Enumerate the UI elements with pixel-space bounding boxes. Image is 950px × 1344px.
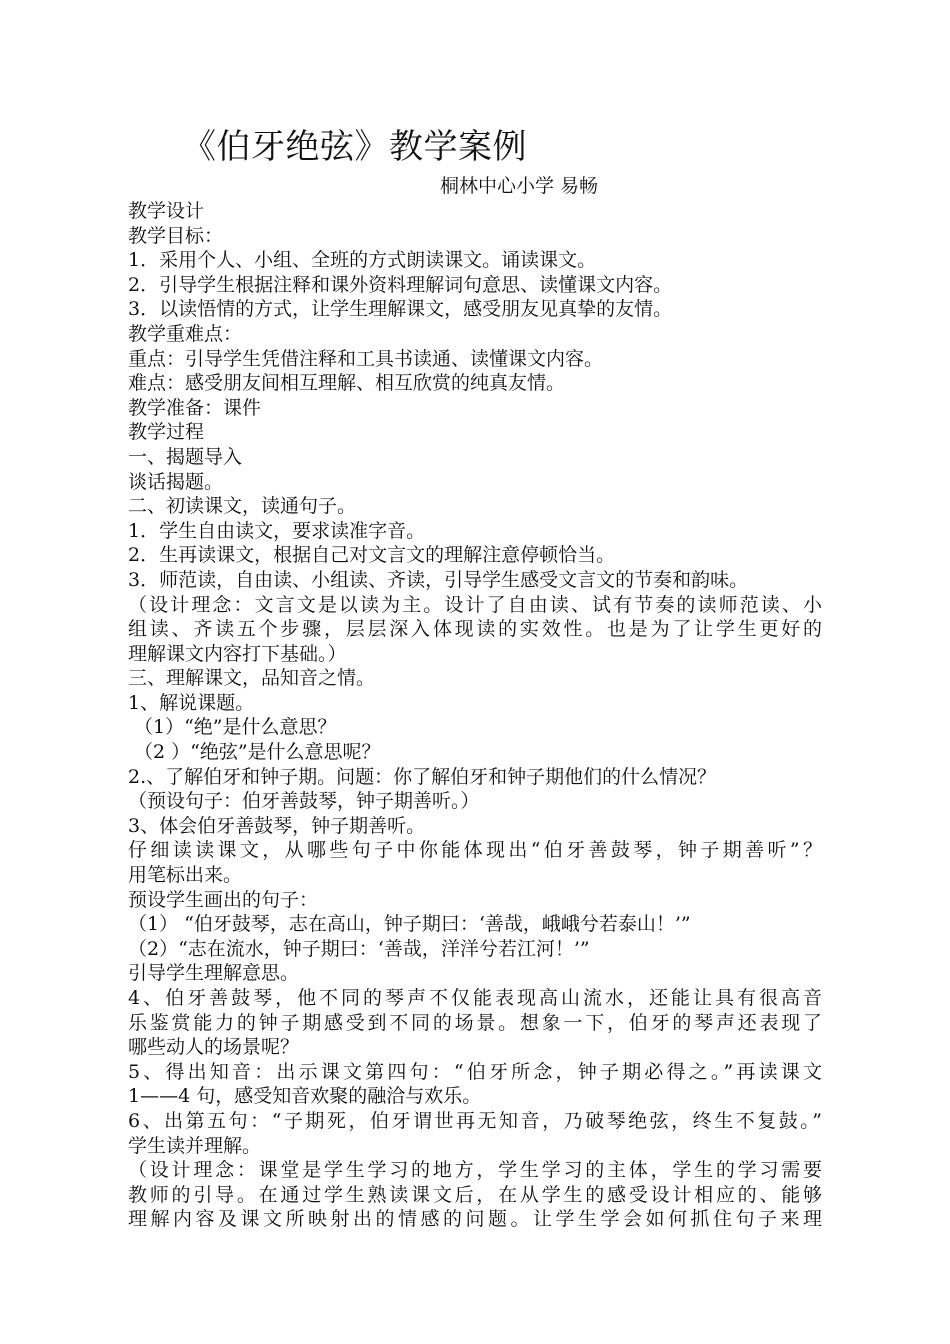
body-line: 5、得出知音：出示课文第四句：“伯牙所念，钟子期必得之。”再读课文 <box>128 1060 822 1083</box>
body-line: 三、理解课文，品知音之情。 <box>128 667 376 690</box>
body-line: 教学设计 <box>128 200 205 222</box>
body-line: 一、揭题导入 <box>128 445 243 468</box>
body-line: 组读、齐读五个步骤，层层深入体现读的实效性。也是为了让学生更好的 <box>128 618 822 641</box>
body-line: 1、解说课题。 <box>128 691 255 714</box>
body-line: 哪些动人的场景呢？ <box>128 1036 300 1059</box>
body-line: 4、伯牙善鼓琴，他不同的琴声不仅能表现高山流水，还能让具有很高音 <box>128 987 822 1009</box>
body-line: 谈话揭题。 <box>128 470 224 493</box>
body-line: （1） “伯牙鼓琴，志在高山，钟子期曰：‘善哉，峨峨兮若泰山！’” <box>128 913 691 936</box>
document-author: 桐林中心小学 易畅 <box>440 175 599 197</box>
body-line: 2.、了解伯牙和钟子期。问题：你了解伯牙和钟子期他们的什么情况？ <box>128 765 717 788</box>
body-line: 预设学生画出的句子： <box>128 888 319 911</box>
body-line: 教学目标： <box>128 224 224 247</box>
body-line: 1．学生自由读文，要求读准字音。 <box>128 519 426 542</box>
body-line: 乐鉴赏能力的钟子期感受到不同的场景。想象一下，伯牙的琴声还表现了 <box>128 1011 822 1034</box>
body-line: 二、初读课文，读通句子。 <box>128 495 357 518</box>
document-title: 《伯牙绝弦》教学案例 <box>182 127 527 167</box>
body-line: 3．以读悟情的方式，让学生理解课文，感受朋友见真挚的友情。 <box>128 298 673 321</box>
body-line: 重点：引导学生凭借注释和工具书读通、读懂课文内容。 <box>128 347 604 370</box>
body-line: 1．采用个人、小组、全班的方式朗读课文。诵读课文。 <box>128 249 597 272</box>
body-line: 教学准备：课件 <box>128 396 262 419</box>
body-line: （2）“志在流水，钟子期曰：‘善哉，洋洋兮若江河！’” <box>128 937 590 960</box>
body-line: 2．生再读课文，根据自己对文言文的理解注意停顿恰当。 <box>128 544 616 567</box>
body-line: （设计理念：文言文是以读为主。设计了自由读、试有节奏的读师范读、小 <box>128 593 822 616</box>
body-line: 教师的引导。在通过学生熟读课文后，在从学生的感受设计相应的、能够 <box>128 1183 822 1206</box>
body-line: 6、出第五句：“子期死，伯牙谓世再无知音，乃破琴绝弦，终生不复鼓。” <box>128 1109 822 1132</box>
document-body <box>128 199 828 1232</box>
body-line: 教学重难点： <box>128 322 243 345</box>
body-line: 3、体会伯牙善鼓琴，钟子期善听。 <box>128 814 426 837</box>
body-line: 理解内容及课文所映射出的情感的问题。让学生学会如何抓住句子来理 <box>128 1208 822 1231</box>
body-line: 教学过程 <box>128 421 205 444</box>
body-line: （预设句子：伯牙善鼓琴，钟子期善听。） <box>128 790 480 813</box>
body-line: 难点：感受朋友间相互理解、相互欣赏的纯真友情。 <box>128 372 566 395</box>
body-line: 3．师范读，自由读、小组读、齐读，引导学生感受文言文的节奏和韵味。 <box>128 568 749 591</box>
body-line: 仔细读读课文，从哪些句子中你能体现出“伯牙善鼓琴，钟子期善听”？ <box>128 839 822 862</box>
body-line: （2 ）“绝弦”是什么意思呢？ <box>134 741 381 764</box>
body-line: 理解课文内容打下基础。） <box>128 642 347 665</box>
body-line: 2．引导学生根据注释和课外资料理解词句意思、读懂课文内容。 <box>128 273 673 296</box>
body-line: （1）“绝”是什么意思？ <box>134 716 337 739</box>
body-line: 引导学生理解意思。 <box>128 962 300 985</box>
body-line: 学生读并理解。 <box>128 1134 262 1157</box>
body-line: （设计理念：课堂是学生学习的地方，学生学习的主体，学生的学习需要 <box>128 1159 822 1182</box>
body-line: 1——4 句，感受知音欢聚的融洽与欢乐。 <box>128 1085 482 1108</box>
body-line: 用笔标出来。 <box>128 864 243 887</box>
